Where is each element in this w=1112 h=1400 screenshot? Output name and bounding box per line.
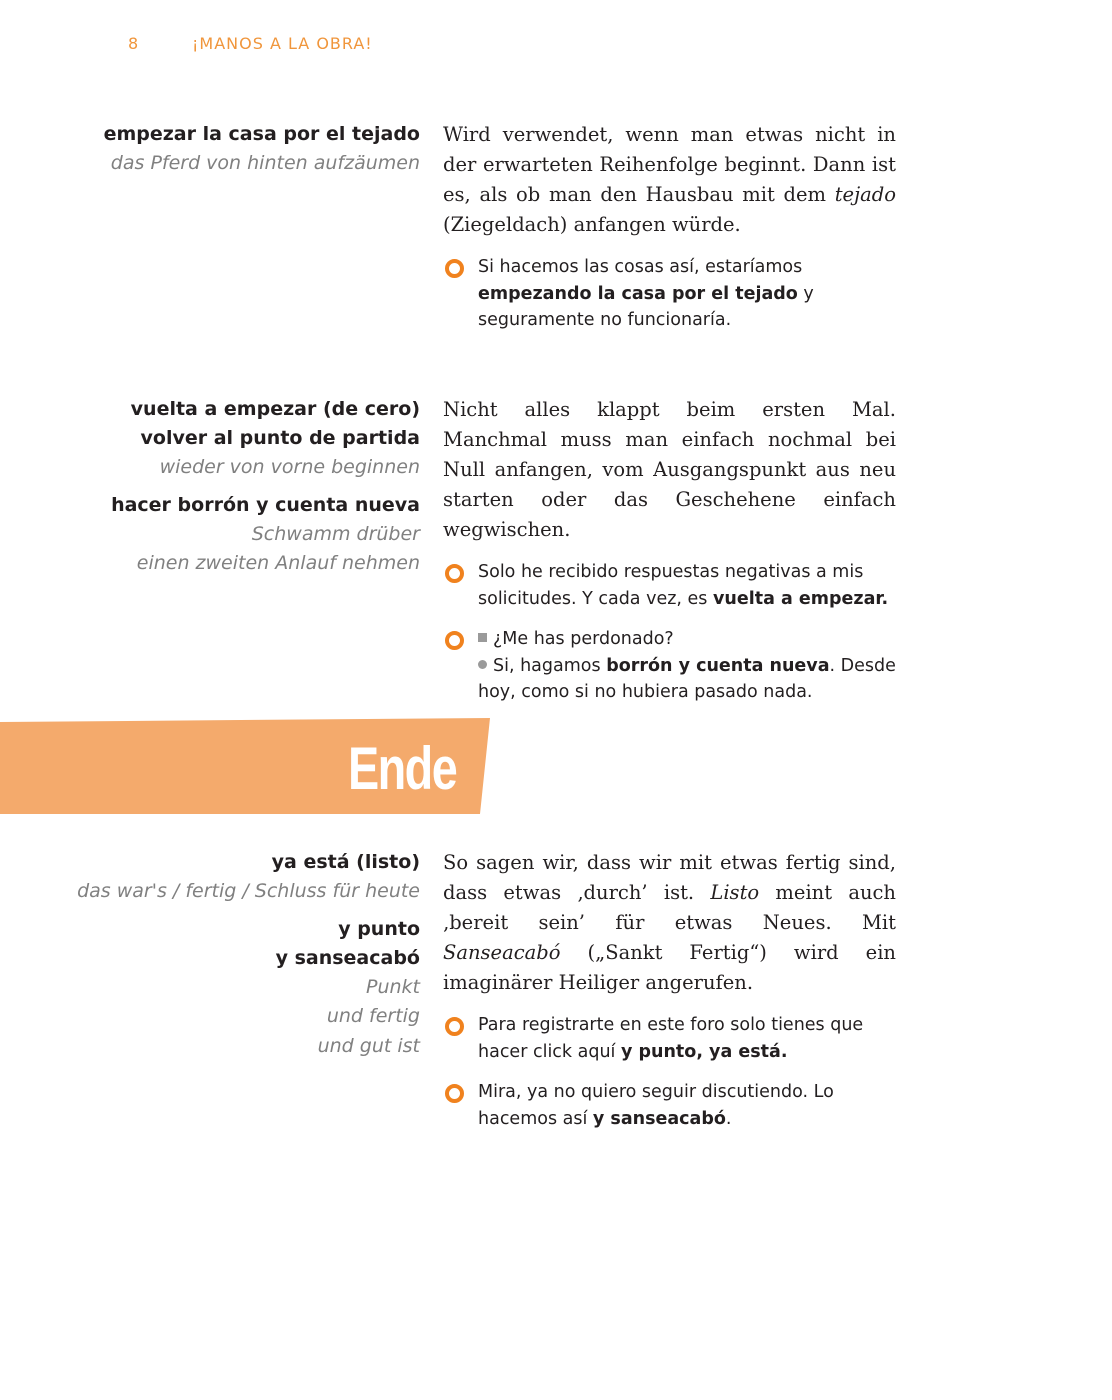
translation: wieder von vorne beginnen	[159, 456, 420, 478]
translation: und gut ist	[317, 1034, 420, 1057]
example: Si hacemos las cosas así, estaríamos empezando la casa por el tejado y seguramente no funcionaría.	[443, 254, 896, 334]
translation: einen zweiten Anlauf nehmen	[136, 552, 420, 574]
speaker-square-icon	[478, 633, 487, 642]
page-header	[128, 34, 373, 53]
example-bullet-icon	[445, 564, 464, 583]
entry-explanation	[443, 395, 896, 706]
running-title: ¡MANOS A LA OBRA!	[192, 34, 373, 53]
term: vuelta a empezar (de cero)	[130, 398, 420, 420]
example-dialogue: ¿Me has perdonado? Si, hagamos borrón y cuenta nueva. Desde hoy, como si no hubiera pasado nada.	[443, 626, 896, 706]
translation: das war's / fertig / Schluss für heute	[77, 880, 420, 902]
translation: Schwamm drüber	[251, 522, 420, 545]
section-banner	[0, 716, 490, 816]
translation: Punkt	[366, 975, 420, 998]
entry-explanation	[443, 848, 896, 1132]
page-number: 8	[128, 34, 140, 53]
example: Solo he recibido respuestas negativas a mis solicitudes. Y cada vez, es vuelta a empezar.	[443, 559, 896, 612]
entry-terms	[0, 395, 420, 579]
term: y punto	[338, 917, 420, 940]
example-bullet-icon	[445, 631, 464, 650]
translation: und fertig	[326, 1005, 420, 1027]
speaker-dot-icon	[478, 660, 487, 669]
example-bullet-icon	[445, 1084, 464, 1103]
explanation-text: So sagen wir, dass wir mit etwas fertig sind, dass etwas ‚durch’ ist. Listo meint auch ‚bereit sein’ für etwas Neues. Mit Sanseacabó („Sankt Fertig“) wird ein imaginärer Heiliger angerufen.	[443, 851, 896, 994]
explanation-text: Wird verwendet, wenn man etwas nicht in der erwarteten Reihenfolge beginnt. Dann ist es, als ob man den Hausbau mit dem tejado (Ziegeldach) anfangen würde.	[443, 123, 896, 236]
example: Mira, ya no quiero seguir discutiendo. Lo hacemos así y sanseacabó.	[443, 1079, 896, 1132]
explanation-text: Nicht alles klappt beim ersten Mal. Manchmal muss man einfach nochmal bei Null anfangen, vom Ausgangspunkt aus neu starten oder das Geschehene einfach wegwischen.	[443, 398, 896, 541]
entry-terms	[0, 848, 420, 1061]
term: empezar la casa por el tejado	[103, 123, 420, 145]
example-bullet-icon	[445, 259, 464, 278]
term: hacer borrón y cuenta nueva	[111, 493, 420, 516]
example: Para registrarte en este foro solo tienes que hacer click aquí y punto, ya está.	[443, 1012, 896, 1065]
term: volver al punto de partida	[140, 427, 420, 449]
translation: das Pferd von hinten aufzäumen	[110, 152, 420, 174]
term: ya está (listo)	[271, 851, 420, 873]
section-title: Ende	[348, 735, 457, 802]
entry-explanation	[443, 120, 896, 334]
entry-terms	[0, 120, 420, 179]
example-bullet-icon	[445, 1017, 464, 1036]
term: y sanseacabó	[275, 946, 420, 969]
